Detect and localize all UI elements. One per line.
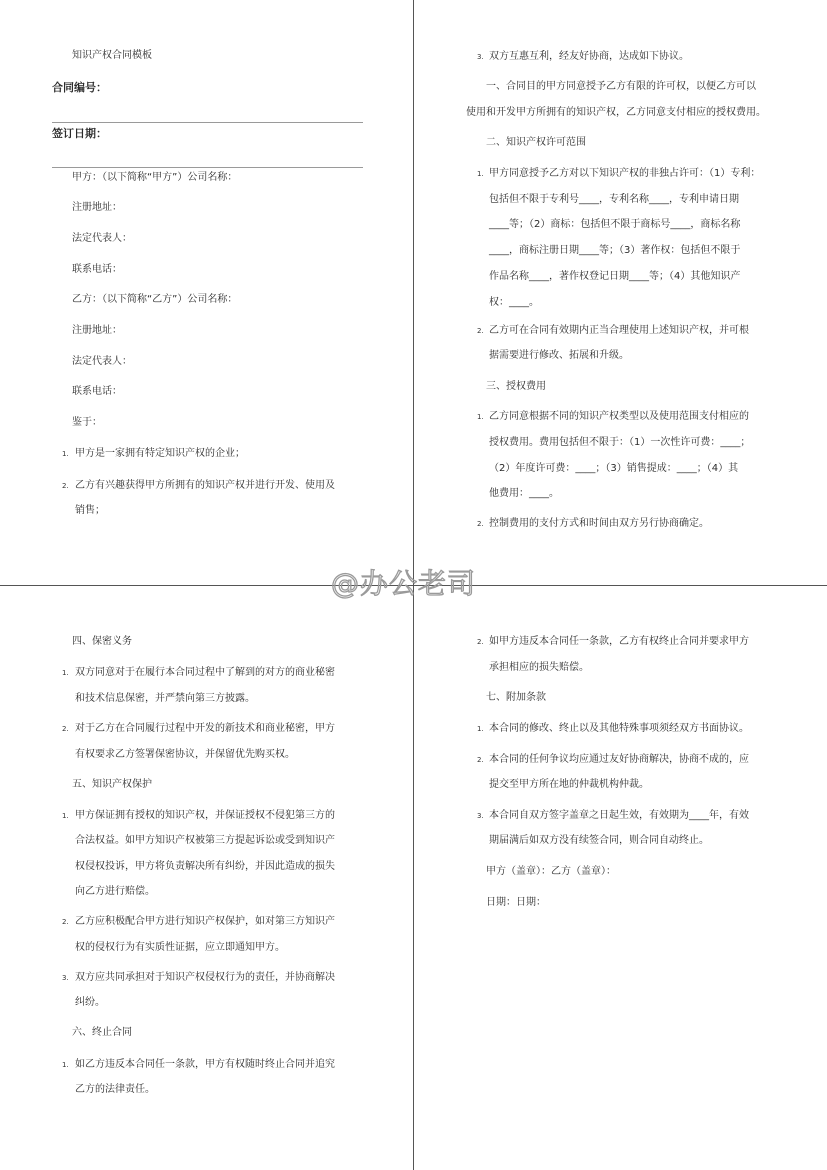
list-number: 1. <box>62 812 69 820</box>
section-1-line-2: 使用和开发甲方所拥有的知识产权，乙方同意支付相应的授权费用。 <box>466 107 766 118</box>
section-7-item-2-line-2: 提交至甲方所在地的仲裁机构仲裁。 <box>489 779 649 790</box>
list-number: 3. <box>477 53 484 61</box>
section-2-item-1-line-6: 权：____。 <box>489 297 539 308</box>
section-3-item-1-line-4: 他费用：____。 <box>489 488 559 499</box>
contract-number-label: 合同编号： <box>52 81 107 94</box>
list-number: 1. <box>477 725 484 733</box>
list-number: 1. <box>62 669 69 677</box>
section-3-item-1-line-3: （2）年度许可费：____；（3）销售提成：____；（4）其 <box>489 463 739 474</box>
section-5-heading: 五、知识产权保护 <box>72 779 152 790</box>
party-b-phone: 联系电话： <box>72 386 122 397</box>
section-5-item-2-line-2: 权的侵权行为有实质性证据，应立即通知甲方。 <box>75 942 285 953</box>
section-7-item-2-line-1: 本合同的任何争议均应通过友好协商解决，协商不成的，应 <box>489 754 749 765</box>
section-7-item-1: 本合同的修改、终止以及其他特殊事项须经双方书面协议。 <box>489 723 749 734</box>
party-a-name: 甲方：（以下简称“甲方”）公司名称： <box>72 172 238 183</box>
section-5-item-1-line-1: 甲方保证拥有授权的知识产权，并保证授权不侵犯第三方的 <box>75 810 335 821</box>
section-3-item-2: 控制费用的支付方式和时间由双方另行协商确定。 <box>489 518 709 529</box>
section-7-item-3-line-1: 本合同自双方签字盖章之日起生效，有效期为____年，有效 <box>489 810 749 821</box>
section-2-item-1-line-4: ____，商标注册日期____等；（3）著作权：包括但不限于 <box>489 245 741 256</box>
section-5-item-2-line-1: 乙方应积极配合甲方进行知识产权保护，如对第三方知识产 <box>75 916 335 927</box>
sign-date-label: 签订日期： <box>52 127 107 140</box>
section-4-item-1-line-1: 双方同意对于在履行本合同过程中了解到的对方的商业秘密 <box>75 667 335 678</box>
section-2-item-1-line-5: 作品名称____，著作权登记日期____等；（4）其他知识产 <box>489 271 741 282</box>
document-title: 知识产权合同模板 <box>72 50 152 61</box>
sign-date-line <box>52 167 363 168</box>
party-b-name: 乙方：（以下简称“乙方”）公司名称： <box>72 294 238 305</box>
section-2-item-1-line-2: 包括但不限于专利号____，专利名称____，专利申请日期 <box>489 194 739 205</box>
list-number: 1. <box>62 450 69 458</box>
section-4-item-2-line-2: 有权要求乙方签署保密协议，并保留优先购买权。 <box>75 749 295 760</box>
whereas-item-1: 甲方是一家拥有特定知识产权的企业； <box>75 448 245 459</box>
section-3-item-1-line-2: 授权费用。费用包括但不限于：（1）一次性许可费：____； <box>489 437 751 448</box>
list-number: 2. <box>477 327 484 335</box>
section-6-item-1-line-1: 如乙方违反本合同任一条款，甲方有权随时终止合同并追究 <box>75 1059 335 1070</box>
list-number: 1. <box>477 170 484 178</box>
section-4-item-2-line-1: 对于乙方在合同履行过程中开发的新技术和商业秘密，甲方 <box>75 723 335 734</box>
list-number: 1. <box>62 1061 69 1069</box>
section-6-heading: 六、终止合同 <box>72 1027 132 1038</box>
whereas-item-2-line-1: 乙方有兴趣获得甲方所拥有的知识产权并进行开发、使用及 <box>75 480 335 491</box>
list-number: 2. <box>477 520 484 528</box>
section-2-item-2-line-2: 据需要进行修改、拓展和升级。 <box>489 350 629 361</box>
section-5-item-1-line-3: 权侵权投诉，甲方将负责解决所有纠纷，并因此造成的损失 <box>75 861 335 872</box>
section-4-heading: 四、保密义务 <box>72 636 132 647</box>
list-number: 3. <box>477 812 484 820</box>
section-2-item-1-line-1: 甲方同意授予乙方对以下知识产权的非独占许可：（1）专利： <box>489 168 761 179</box>
list-number: 2. <box>62 482 69 490</box>
list-number: 3. <box>62 974 69 982</box>
watermark: @办公老司 <box>331 567 477 600</box>
section-6-item-2-line-1: 如甲方违反本合同任一条款，乙方有权终止合同并要求甲方 <box>489 636 749 647</box>
section-5-item-3-line-2: 纠纷。 <box>75 997 105 1008</box>
section-2-item-1-line-3: ____等；（2）商标：包括但不限于商标号____，商标名称 <box>489 219 741 230</box>
party-a-address: 注册地址： <box>72 202 122 213</box>
whereas-item-3: 双方互惠互利，经友好协商，达成如下协议。 <box>489 51 689 62</box>
whereas-label: 鉴于： <box>72 417 102 428</box>
party-a-representative: 法定代表人： <box>72 233 132 244</box>
section-1-line-1: 一、合同目的甲方同意授予乙方有限的许可权，以便乙方可以 <box>486 81 756 92</box>
section-2-item-2-line-1: 乙方可在合同有效期内正当合理使用上述知识产权，并可根 <box>489 325 749 336</box>
section-3-heading: 三、授权费用 <box>486 381 546 392</box>
contract-number-line <box>52 122 363 123</box>
list-number: 2. <box>62 918 69 926</box>
section-6-item-1-line-2: 乙方的法律责任。 <box>75 1084 155 1095</box>
whereas-item-2-line-2: 销售； <box>75 505 105 516</box>
seal-line: 甲方（盖章）：乙方（盖章）： <box>486 866 616 877</box>
party-b-representative: 法定代表人： <box>72 356 132 367</box>
section-5-item-3-line-1: 双方应共同承担对于知识产权侵权行为的责任，并协商解决 <box>75 972 335 983</box>
section-5-item-1-line-4: 向乙方进行赔偿。 <box>75 886 155 897</box>
section-3-item-1-line-1: 乙方同意根据不同的知识产权类型以及使用范围支付相应的 <box>489 411 749 422</box>
section-7-item-3-line-2: 期届满后如双方没有续签合同，则合同自动终止。 <box>489 835 709 846</box>
date-line: 日期：日期： <box>486 897 546 908</box>
section-4-item-1-line-2: 和技术信息保密，并严禁向第三方披露。 <box>75 693 255 704</box>
section-7-heading: 七、附加条款 <box>486 692 546 703</box>
section-2-heading: 二、知识产权许可范围 <box>486 137 586 148</box>
list-number: 1. <box>477 413 484 421</box>
section-6-item-2-line-2: 承担相应的损失赔偿。 <box>489 662 589 673</box>
party-a-phone: 联系电话： <box>72 264 122 275</box>
list-number: 2. <box>62 725 69 733</box>
party-b-address: 注册地址： <box>72 325 122 336</box>
list-number: 2. <box>477 638 484 646</box>
section-5-item-1-line-2: 合法权益。如甲方知识产权被第三方提起诉讼或受到知识产 <box>75 835 335 846</box>
list-number: 2. <box>477 756 484 764</box>
